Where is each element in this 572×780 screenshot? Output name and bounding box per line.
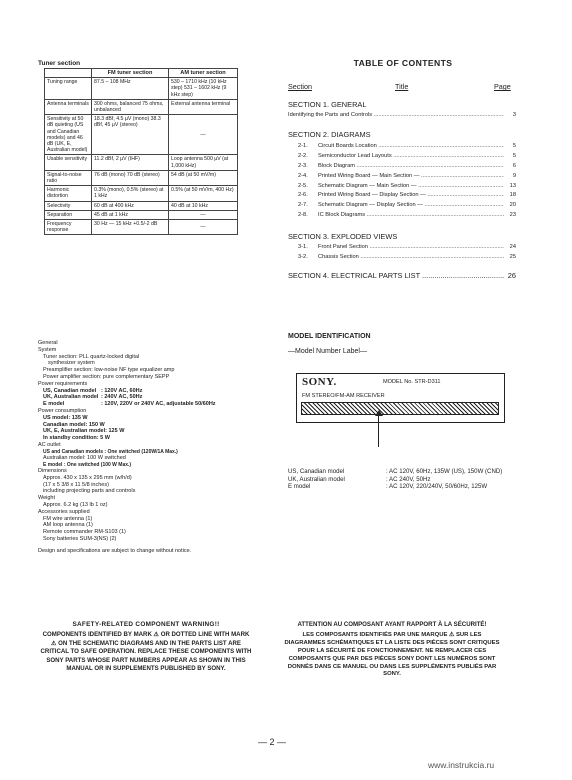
- table-cell: —: [169, 220, 238, 235]
- table-row: [45, 201, 238, 210]
- sony-logo: SONY.: [302, 376, 337, 388]
- power-cons-line: In standby condition: 5 W: [43, 435, 110, 442]
- table-row: [45, 78, 238, 100]
- table-row: [45, 115, 238, 155]
- toc-title: TABLE OF CONTENTS: [353, 58, 453, 68]
- arrow-line: [378, 413, 379, 447]
- power-cons-line: US model: 135 W: [43, 414, 88, 421]
- table-header-cell: AM tuner section: [169, 69, 238, 78]
- table-row: [45, 186, 238, 201]
- arrow-up-icon: [375, 410, 383, 416]
- weight-line: Approx. 6.2 kg (13 lb 1 oz): [43, 501, 108, 508]
- safety-warning-fr-body: LES COMPOSANTS IDENTIFIÉS PAR UNE MARQUE ⚠ SUR LES DIAGRAMMES SCHÉMATIQUES ET LA LISTE DES PIÈCES SONT CRITIQUES POUR LA SÉCURITÉ DE FONCTIONNEMENT. NE REMPLACER CES COMPOSANTS QUE PAR DES PIÈCES SONY DONT LES NUMÉROS SONT DONNÉS DANS CE MANUEL OU DANS LES SUPPLÉMENTS PUBLIÉS PAR SONY.: [284, 631, 500, 678]
- safety-warning-body: COMPONENTS IDENTIFIED BY MARK ⚠ OR DOTTED LINE WITH MARK ⚠ ON THE SCHEMATIC DIAGRAMS AND IN THE PARTS LIST ARE CRITICAL TO SAFE OPERATION. REPLACE THESE COMPONENTS WITH SONY PARTS WHOSE PART NUMBERS APPEAR AS SHOWN IN THIS MANUAL OR IN SUPPLEMENTS PUBLISHED BY SONY.: [40, 631, 252, 673]
- toc-entry[interactable]: 2-1. Circuit Boards Location ..... 5: [298, 143, 516, 153]
- system-line: Power amplifier section: pure complementary SEPP: [43, 373, 170, 380]
- table-cell: 40 dB at 10 kHz: [169, 201, 238, 210]
- table-row: [45, 155, 238, 170]
- safety-warning-title: SAFETY-RELATED COMPONENT WARNING!!: [72, 621, 220, 628]
- dimensions-line: (17 x 5 3/8 x 11 5/8 inches): [43, 481, 109, 488]
- dimensions-line: including projecting parts and controls: [43, 488, 136, 495]
- toc-entry[interactable]: 3-1. Front Panel Section ..... 24: [298, 244, 516, 254]
- toc-section-3-list: [298, 244, 516, 264]
- toc-header-page: Page: [494, 82, 511, 91]
- accessory-item: FM wire antenna (1): [43, 515, 93, 522]
- table-cell: Separation: [45, 210, 92, 219]
- toc-entry[interactable]: 3-2. Chassis Section ..... 25: [298, 254, 516, 264]
- toc-entry[interactable]: 2-3. Block Diagram ..... 6: [298, 163, 516, 173]
- table-cell: Signal-to-noise ratio: [45, 170, 92, 185]
- toc-section-3: SECTION 3. EXPLODED VIEWS: [288, 232, 398, 241]
- safety-warning-french: [283, 621, 501, 679]
- table-header-row: [45, 69, 238, 78]
- dimensions-line: Approx. 430 x 135 x 295 mm (w/h/d): [43, 474, 132, 481]
- table-cell: —: [169, 115, 238, 155]
- accessory-item: Sony batteries SUM-3(NS) (2): [43, 535, 117, 542]
- ac-outlet-label: AC outlet: [38, 441, 61, 448]
- table-cell: Sensitivity at 50 dB quieting (US and Canadian models) and 46 dB (UK, E, Australian model): [45, 115, 92, 155]
- ac-outlet-line: E model : One switched (100 W Max.): [43, 461, 132, 468]
- table-cell: 11.2 dBf, 2 µV (IHF): [92, 155, 169, 170]
- power-cons-line: UK, E, Australian model: 125 W: [43, 428, 125, 435]
- system-label: System: [38, 346, 57, 353]
- table-cell: External antenna terminal: [169, 99, 238, 114]
- product-name: FM STEREO/FM-AM RECEIVER: [302, 393, 385, 399]
- toc-entry[interactable]: 2-4. Printed Wiring Board — Main Section — ..... 9: [298, 173, 516, 183]
- table-cell: 18.3 dBf, 4.5 µV (mono) 38.3 dBf, 45 µV (stereo): [92, 115, 169, 155]
- table-cell: 0.3% (mono), 0.5% (stereo) at 1 kHz: [92, 186, 169, 201]
- table-cell: 54 dB (at 50 mV/m): [169, 170, 238, 185]
- model-identification-title: MODEL IDENTIFICATION: [288, 333, 371, 340]
- accessory-item: Remote commander RM-S103 (1): [43, 529, 126, 536]
- table-cell: Harmonic distortion: [45, 186, 92, 201]
- toc-entry[interactable]: 2-6. Printed Wiring Board — Display Section — ..... 18: [298, 192, 516, 202]
- table-cell: 0.5% (at 50 mV/m, 400 Hz): [169, 186, 238, 201]
- model-variant-row: E model : AC 120V, 220/240V, 50/60Hz, 125W: [288, 483, 488, 491]
- toc-section-2: SECTION 2. DIAGRAMS: [288, 130, 371, 139]
- power-cons-line: Canadian model: 150 W: [43, 421, 105, 428]
- spec-change-note: Design and specifications are subject to change without notice.: [38, 547, 192, 554]
- system-line: Tuner section: PLL quartz-locked digital: [43, 353, 140, 360]
- weight-label: Weight: [38, 495, 56, 502]
- power-cons-label: Power consumption: [38, 407, 87, 414]
- table-cell: 530 – 1710 kHz (10 kHz step) 531 – 1602 kHz (9 kHz step): [169, 78, 238, 100]
- ac-outlet-line: Australian model: 100 W switched: [43, 454, 126, 461]
- safety-warning-english: [40, 621, 252, 673]
- dimensions-label: Dimensions: [38, 467, 67, 474]
- model-variant-row: US, Canadian model : AC 120V, 60Hz, 135W (US), 150W (CND): [288, 468, 503, 475]
- accessory-item: AM loop antenna (1): [43, 522, 93, 529]
- power-req-label: Power requirements: [38, 380, 88, 387]
- table-header-cell: FM tuner section: [92, 69, 169, 78]
- system-line: synthesizer system: [48, 360, 95, 367]
- table-cell: 87.5 – 108 MHz: [92, 78, 169, 100]
- tuner-section-title: Tuner section: [38, 60, 81, 67]
- tuner-table-body: [45, 78, 238, 235]
- toc-section-2-list: [298, 143, 516, 222]
- table-cell: 60 dB at 400 kHz: [92, 201, 169, 210]
- page-number: — 2 —: [258, 737, 287, 747]
- toc-entry[interactable]: 2-5. Schematic Diagram — Main Section — ..... 13: [298, 183, 516, 193]
- table-row: [45, 220, 238, 235]
- table-cell: Loop antenna 500 µV (at 1,000 kHz): [169, 155, 238, 170]
- table-cell: Usable sensitivity: [45, 155, 92, 170]
- toc-entry[interactable]: 2-7. Schematic Diagram — Display Section — ..... 20: [298, 202, 516, 212]
- table-cell: 30 Hz — 15 kHz +0.5/-2 dB: [92, 220, 169, 235]
- model-variant-row: UK, Australian model : AC 240V, 50Hz: [288, 475, 431, 483]
- table-cell: Frequency response: [45, 220, 92, 235]
- toc-section-1: SECTION 1. GENERAL: [288, 100, 367, 109]
- watermark: www.instrukcia.ru: [428, 760, 495, 770]
- table-header-cell: [45, 69, 92, 78]
- hatched-region: [301, 402, 499, 415]
- table-cell: Tuning range: [45, 78, 92, 100]
- toc-section-4[interactable]: SECTION 4. ELECTRICAL PARTS LIST ..... 26: [288, 271, 516, 280]
- toc-header-section: Section: [288, 82, 312, 91]
- toc-entry[interactable]: Identifying the Parts and Controls ..... 3: [288, 112, 516, 118]
- table-cell: 45 dB at 1 kHz: [92, 210, 169, 219]
- table-cell: 76 dB (mono) 70 dB (stereo): [92, 170, 169, 185]
- table-cell: Selectivity: [45, 201, 92, 210]
- model-variants: [288, 468, 502, 491]
- power-req-line: US, Canadian model : 120V AC, 60Hz: [43, 387, 143, 394]
- table-row: [45, 210, 238, 219]
- table-cell: Antenna terminals: [45, 99, 92, 114]
- table-row: [45, 99, 238, 114]
- power-req-line: E model : 120V, 220V or 240V AC, adjustable 50/60Hz: [43, 401, 216, 408]
- accessories-label: Accessories supplied: [38, 508, 90, 515]
- safety-warning-fr-title: ATTENTION AU COMPOSANT AYANT RAPPORT À LA SÉCURITÉ!: [297, 621, 487, 628]
- table-cell: 300 ohms, balanced 75 ohms, unbalanced: [92, 99, 169, 114]
- toc-entry[interactable]: 2-2. Semiconductor Lead Layouts ..... 5: [298, 153, 516, 163]
- table-cell: —: [169, 210, 238, 219]
- toc-header-title: Title: [395, 82, 409, 91]
- general-title: General: [38, 340, 58, 346]
- table-row: [45, 170, 238, 185]
- toc-entry[interactable]: 2-8. IC Block Diagrams ..... 23: [298, 212, 516, 222]
- model-number: MODEL No. STR-D311: [383, 379, 441, 385]
- model-number-label-subtitle: —Model Number Label—: [288, 348, 367, 355]
- tuner-spec-table: [44, 68, 238, 235]
- general-specs: [38, 340, 248, 555]
- power-req-line: UK, Australian model : 240V AC, 50Hz: [43, 394, 143, 401]
- ac-outlet-line: US and Canadian models : One switched (120W/1A Max.): [43, 448, 178, 455]
- system-line: Preamplifier section: low-noise NF type equalizer amp: [43, 367, 175, 374]
